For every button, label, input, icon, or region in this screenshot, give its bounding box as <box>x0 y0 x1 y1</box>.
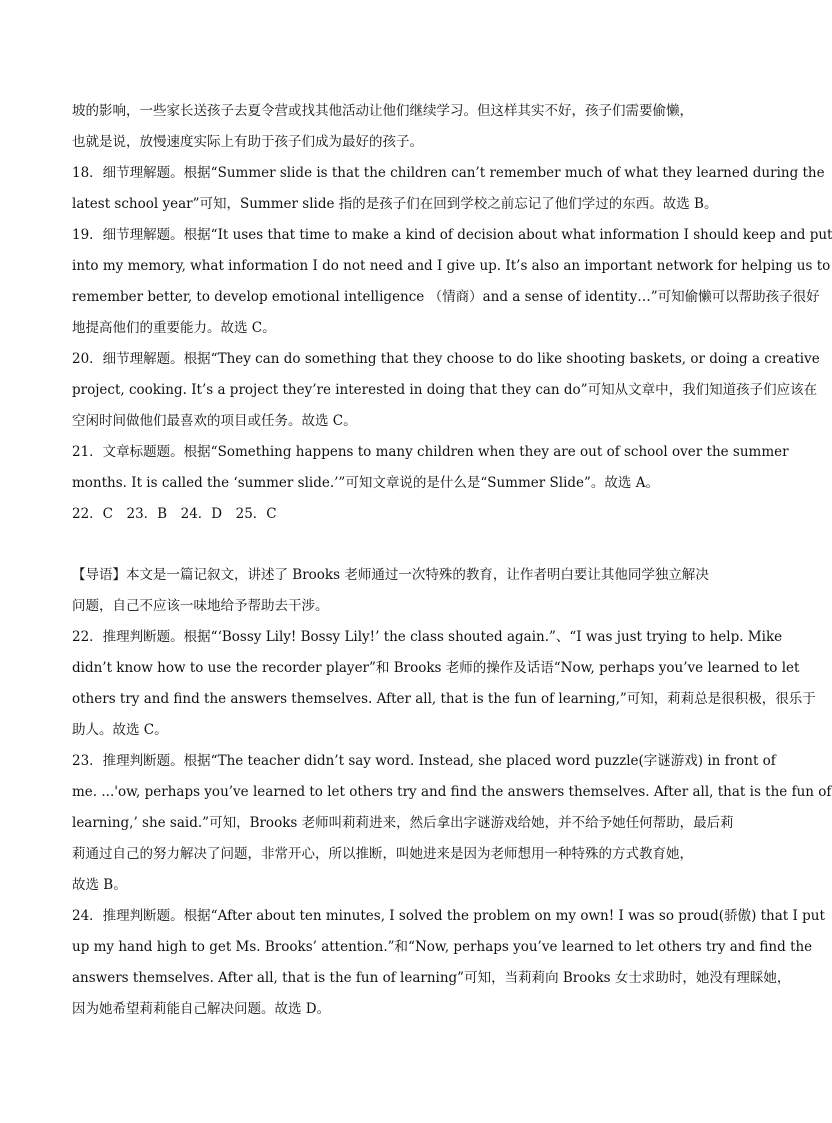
text-line: 【导语】本文是一篇记叙文，讲述了 Brooks 老师通过一次特殊的教育，让作者明白要让其他同学独立解决 <box>72 567 709 583</box>
text-line: me. ...'ow, perhaps you’ve learned to let others try and find the answers themselves. After all, that is the fun of <box>72 784 832 800</box>
text-line: 也就是说，放慢速度实际上有助于孩子们成为最好的孩子。 <box>72 134 423 150</box>
text-line: 故选 B。 <box>72 877 127 893</box>
intro-paragraph <box>72 96 724 158</box>
text-line: 助人。故选 C。 <box>72 722 168 738</box>
text-line: 18．细节理解题。根据“Summer slide is that the children can’t remember much of what they learned during the <box>72 165 825 181</box>
page-body <box>72 96 832 1025</box>
text-line: 20．细节理解题。根据“They can do something that they choose to do like shooting baskets, or doing a creative <box>72 351 820 367</box>
question-24-explanation <box>72 901 825 1025</box>
text-line: 空闲时间做他们最喜欢的项目或任务。故选 C。 <box>72 413 357 429</box>
text-line: didn’t know how to use the recorder player”和 Brooks 老师的操作及话语“Now, perhaps you’ve learned to let <box>72 660 800 676</box>
text-line: remember better, to develop emotional intelligence （情商）and a sense of identity…”可知偷懒可以帮助孩子很好 <box>72 289 820 305</box>
answer-key: 22．C 23．B 24．D 25．C <box>72 506 277 522</box>
text-line: 23．推理判断题。根据“The teacher didn’t say word. Instead, she placed word puzzle(字谜游戏) in front of <box>72 753 776 769</box>
question-23-explanation <box>72 746 832 901</box>
text-line: 莉通过自己的努力解决了问题，非常开心，所以推断，叫她进来是因为老师想用一种特殊的方式教育她， <box>72 846 693 862</box>
question-21-explanation <box>72 437 789 499</box>
text-line: 地提高他们的重要能力。故选 C。 <box>72 320 276 336</box>
text-line: 21．文章标题题。根据“Something happens to many children when they are out of school over the summer <box>72 444 789 460</box>
question-22-explanation <box>72 622 816 746</box>
text-line: learning,’ she said.”可知，Brooks 老师叫莉莉进来，然后拿出字谜游戏给她，并不给予她任何帮助，最后莉 <box>72 815 734 831</box>
section-spacer <box>72 530 724 560</box>
question-18-explanation <box>72 158 825 220</box>
text-line: 坡的影响，一些家长送孩子去夏令营或找其他活动让他们继续学习。但这样其实不好，孩子们需要偷懒， <box>72 103 693 119</box>
question-19-explanation <box>72 220 832 344</box>
text-line: months. It is called the ‘summer slide.’”可知文章说的是什么是“Summer Slide”。故选 A。 <box>72 475 659 491</box>
text-line: 19．细节理解题。根据“It uses that time to make a kind of decision about what information I should keep and put <box>72 227 832 243</box>
guide-paragraph <box>72 560 724 622</box>
text-line: answers themselves. After all, that is the fun of learning”可知，当莉莉向 Brooks 女士求助时，她没有理睬她， <box>72 970 791 986</box>
text-line: 因为她希望莉莉能自己解决问题。故选 D。 <box>72 1001 331 1017</box>
text-line: latest school year”可知，Summer slide 指的是孩子们在回到学校之前忘记了他们学过的东西。故选 B。 <box>72 196 718 212</box>
text-line: others try and find the answers themselves. After all, that is the fun of learning,”可知，莉莉总是很积极，很乐于 <box>72 691 816 707</box>
text-line: project, cooking. It’s a project they’re interested in doing that they can do”可知从文章中，我们知道孩子们应该在 <box>72 382 818 398</box>
question-20-explanation <box>72 344 820 437</box>
text-line: 24．推理判断题。根据“After about ten minutes, I solved the problem on my own! I was so proud(骄傲) that I put <box>72 908 825 924</box>
text-line: into my memory, what information I do not need and I give up. It’s also an important network for helping us to <box>72 258 831 274</box>
text-line: up my hand high to get Ms. Brooks’ attention.”和“Now, perhaps you’ve learned to let others try and find the <box>72 939 813 955</box>
text-line: 22．推理判断题。根据“‘Bossy Lily! Bossy Lily!’ the class shouted again.”、“I was just trying to help. Mike <box>72 629 783 645</box>
text-line: 问题，自己不应该一味地给予帮助去干涉。 <box>72 598 329 614</box>
